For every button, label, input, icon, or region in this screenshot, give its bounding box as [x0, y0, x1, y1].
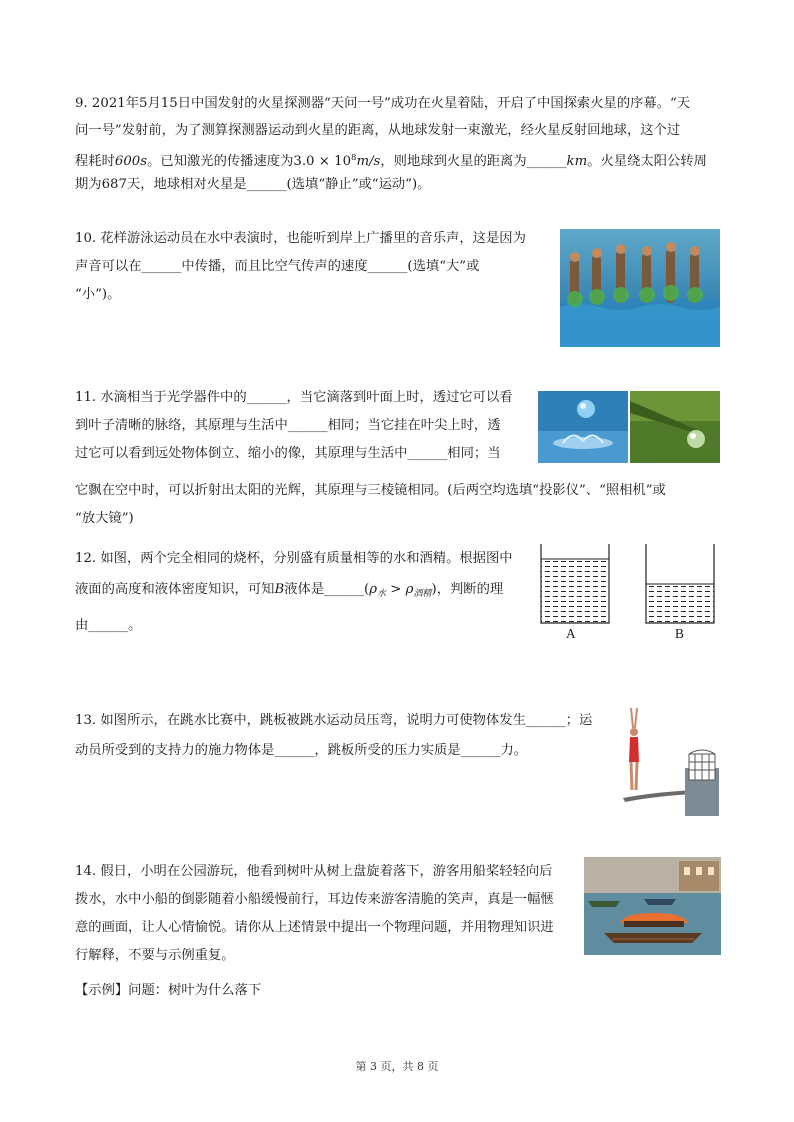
q12-line-2: 液面的高度和液体密度知识，可知B液体是$\_\_\_\_\_\_(\rho_水 > \rho_{酒精})$，判断的理 [75, 582, 504, 599]
q9-line-2: 问一号”发射前，为了测算探测器运动到火星的距离，从地球发射一束激光，经火星反射回地球，这个过 [75, 123, 681, 138]
beakers-diagram [536, 544, 726, 644]
q9-line-3: 程耗时600s。已知激光的传播速度为$3.0 \times 10^8m/s$，则地球到火星的距离为______km。火星绕太阳公转周 [75, 153, 707, 169]
beaker-b [646, 544, 714, 623]
q14-example: 【示例】问题：树叶为什么落下 [75, 983, 262, 998]
q14-line-3: 意的画面，让人心情愉悦。请你从上述情景中提出一个物理问题，并用物理知识进 [75, 920, 554, 935]
q14-line-1: 14. 假日，小明在公园游玩，他看到树叶从树上盘旋着落下，游客用船桨轻轻向后 [75, 864, 553, 879]
beaker-b-label: B [675, 626, 684, 641]
q10-line-1: 10. 花样游泳运动员在水中表演时，也能听到岸上广播里的音乐声，这是因为 [75, 231, 526, 246]
q11-line-5: “放大镜”) [75, 511, 134, 526]
q12-line-1: 12. 如图，两个完全相同的烧杯，分别盛有质量相等的水和酒精。根据图中 [75, 551, 513, 566]
q9-line-1: 9. 2021年5月15日中国发射的火星探测器“天问一号”成功在火星着陆，开启了中国探索火星的序幕。“天 [75, 96, 691, 111]
q11-line-3: 过它可以看到远处物体倒立、缩小的像，其原理与生活中______相同；当 [75, 446, 501, 461]
q14-line-4: 行解释，不要与示例重复。 [75, 948, 235, 963]
water-splash-photo [538, 391, 628, 463]
q14-line-2: 拨水，水中小船的倒影随着小船缓慢前行，耳边传来游客清脆的笑声，真是一幅惬 [75, 892, 554, 907]
synchronized-swimming-photo [560, 229, 720, 347]
q11-line-2: 到叶子清晰的脉络，其原理与生活中______相同；当它挂在叶尖上时，透 [75, 418, 501, 433]
q13-line-2: 动员所受到的支持力的施力物体是______，跳板所受的压力实质是______力。 [75, 743, 528, 758]
q11-line-1: 11. 水滴相当于光学器件中的______，当它滴落到叶面上时，透过它可以看 [75, 390, 513, 405]
q11-line-4: 它飘在空中时，可以折射出太阳的光辉，其原理与三棱镜相同。(后两空均选填“投影仪”、“照相机”或 [75, 483, 666, 498]
q10-line-2: 声音可以在______中传播，而且比空气传声的速度______(选填“大”或 [75, 259, 480, 274]
beaker-a [541, 544, 609, 623]
q13-line-1: 13. 如图所示，在跳水比赛中，跳板被跳水运动员压弯，说明力可使物体发生______；运 [75, 713, 593, 728]
beaker-a-label: A [566, 626, 576, 641]
q12-line-3: 由______。 [75, 618, 142, 633]
q9-line-4: 期为687天，地球相对火星是______(选填“静止”或“运动”)。 [75, 177, 431, 192]
diving-board-illustration [615, 706, 725, 818]
page-footer: 第 3 页，共 8 页 [355, 1060, 439, 1073]
boats-photo [584, 857, 721, 955]
leaf-droplet-photo [630, 391, 720, 463]
q10-line-3: “小”)。 [75, 287, 121, 302]
